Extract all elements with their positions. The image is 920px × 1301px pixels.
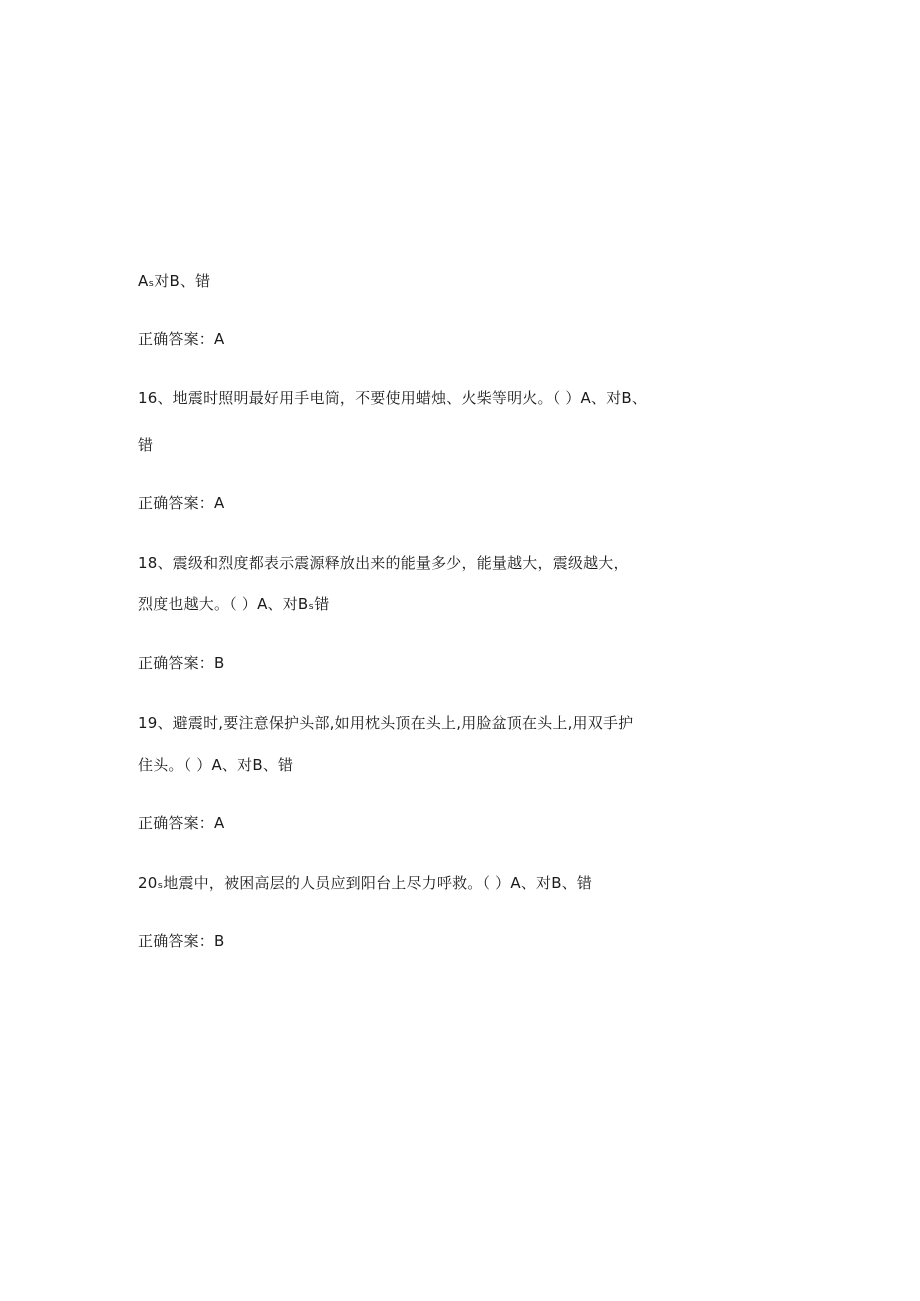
q16-question-cont: 错 [138,436,154,454]
q19-question-cont: 住头。（ ）A、对B、错 [138,756,294,774]
q15-answer: 正确答案：A [138,330,225,348]
q19-question: 19、避震时,要注意保护头部,如用枕头顶在头上,用脸盆顶在头上,用双手护 [138,714,634,732]
q20-question: 20ₛ地震中，被困高层的人员应到阳台上尽力呼救。（ ）A、对B、错 [138,874,593,892]
q16-question: 16、地震时照明最好用手电筒，不要使用蜡烛、火柴等明火。（ ）A、对B、 [138,389,648,407]
q18-question: 18、震级和烈度都表示震源释放出来的能量多少，能量越大，震级越大， [138,554,629,572]
q20-answer: 正确答案：B [138,932,225,950]
q19-answer: 正确答案：A [138,814,225,832]
q18-answer: 正确答案：B [138,654,225,672]
q15-options: Aₛ对B、错 [138,272,211,290]
q16-answer: 正确答案：A [138,494,225,512]
q18-question-cont: 烈度也越大。（ ）A、对Bₛ错 [138,595,330,613]
